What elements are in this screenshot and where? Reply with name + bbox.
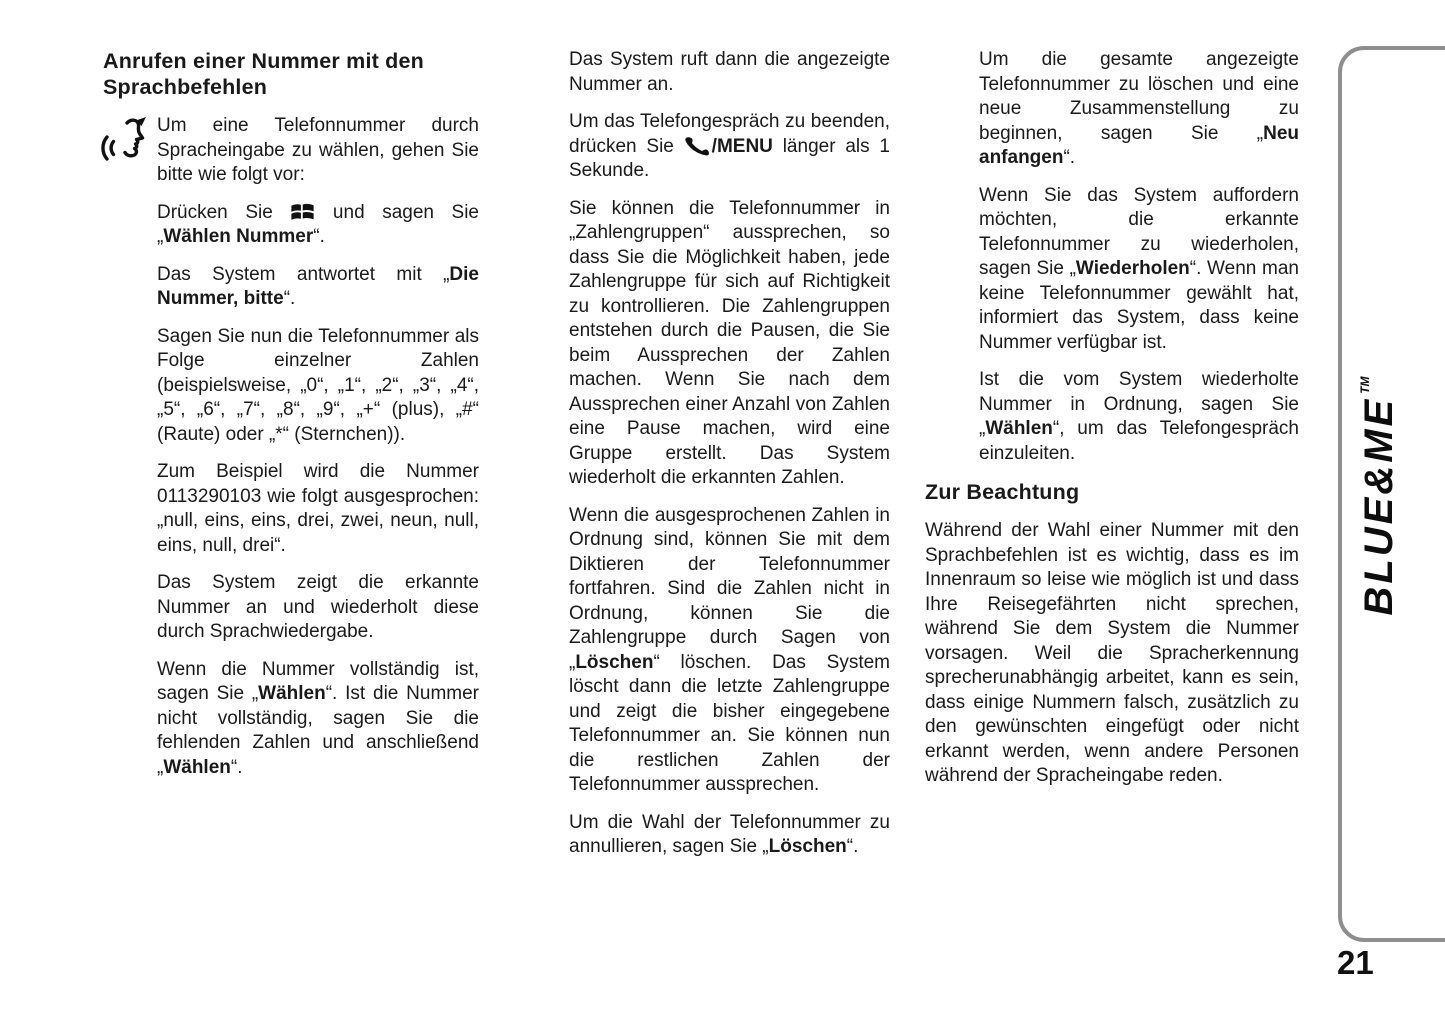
paragraph: Das System ruft dann die angezeigte Nummer an. (569, 49, 890, 95)
brand-logo (1355, 366, 1403, 626)
section-heading: Anrufen einer Nummer mit den Sprachbefehlen (103, 49, 424, 99)
paragraph: Um die gesamte angezeigte Telefonnummer zu löschen und eine neue Zusammenstellung zu beginnen, sagen Sie „Neu anfangen“. (979, 49, 1299, 168)
paragraph: Wenn Sie das System auffordern möchten, die erkannte Telefonnummer zu wiederholen, sagen Sie „Wiederholen“. Wenn man keine Telefonnummer gewählt hat, informiert das System, dass keine Nummer verfügbar ist. (979, 184, 1299, 353)
paragraph: Zum Beispiel wird die Nummer 0113290103 wie folgt ausgesprochen: „null, eins, eins, drei, zwei, neun, null, eins, null, drei“. (157, 461, 479, 556)
voice-command-term: Wählen Nummer (163, 226, 314, 247)
paragraph: Wenn die ausgesprochenen Zahlen in Ordnung sind, können Sie mit dem Diktieren der Telefonnummer fortfahren. Sind die Zahlen nicht in Ordnung, können Sie die Zahlengruppe durch Sagen von „Löschen“ löschen. Das System löscht dann die letzte Zahlengruppe und zeigt die bisher eingegebene Telefonnummer an. Sie können nun die restlichen Zahlen der Telefonnummer aussprechen. (569, 504, 890, 795)
section-heading: Zur Beachtung (925, 480, 1080, 504)
column-left (103, 48, 479, 793)
paragraph: Wenn die Nummer vollständig ist, sagen Sie „Wählen“. Ist die Nummer nicht vollständig, sagen Sie die fehlenden Zahlen und anschließend „Wählen“. (157, 658, 479, 778)
brand-text: BLUE&ME (1356, 396, 1401, 616)
voice-command-term: Wählen (163, 756, 231, 778)
windows-logo-icon (290, 201, 315, 226)
paragraph: Drücken Sie und sagen Sie „Wählen Nummer“. (157, 201, 479, 247)
paragraph: Das System zeigt die erkannte Nummer an und wiederholt diese durch Sprachwiedergabe. (157, 572, 479, 642)
voice-command-term: Die Nummer, bitte (157, 263, 479, 309)
paragraph: Das System antwortet mit „Die Nummer, bitte“. (157, 263, 479, 309)
voice-command-term: Neu anfangen (979, 122, 1299, 168)
voice-command-term: Löschen (768, 836, 847, 857)
paragraph: Um eine Telefonnummer durch Spracheingabe zu wählen, gehen Sie bitte wie folgt vor: (157, 114, 479, 188)
voice-command-term: Wählen (258, 683, 326, 704)
paragraph: Sagen Sie nun die Telefonnummer als Folge einzelner Zahlen (beispielsweise, „0“, „1“, „2“, „3“, „4“, „5“, „6“, „7“, „8“, „9“, „+“ (plus), „#“ (Raute) oder „*“ (Sternchen)). (157, 325, 479, 445)
paragraph: Ist die vom System wiederholte Nummer in Ordnung, sagen Sie „Wählen“, um das Telefongespräch einzuleiten. (979, 369, 1299, 464)
voice-command-term: Löschen (575, 651, 654, 673)
paragraph: Um die Wahl der Telefonnummer zu annullieren, sagen Sie „Löschen“. (569, 811, 890, 857)
column-right (925, 48, 1299, 802)
voice-command-term: Wählen (985, 418, 1053, 439)
voice-command-icon (100, 114, 148, 168)
phone-handset-icon (684, 135, 712, 160)
voice-command-term: /MENU (711, 135, 773, 157)
paragraph: Während der Wahl einer Nummer mit den Sprachbefehlen ist es wichtig, dass es im Innenraum so leise wie möglich ist und dass Ihre Reisegefährten nicht sprechen, während Sie dem System die Nummer vorsagen. Weil die Spracherkennung sprecherunabhängig arbeitet, kann es sein, dass einige Nummern falsch, zusätzlich zu den gewünschten eingefügt oder nicht erkannt werden, wenn andere Personen während der Spracheingabe reden. (925, 520, 1299, 786)
column-middle (569, 48, 890, 873)
paragraph: Sie können die Telefonnummer in „Zahlengruppen“ aussprechen, so dass Sie die Möglichkeit haben, jede Zahlengruppe für sich auf Richtigkeit zu kontrollieren. Die Zahlengruppen entstehen durch die Pausen, die Sie beim Aussprechen der Zahlen machen. Wenn Sie nach dem Aussprechen einer Anzahl von Zahlen eine Pause machen, wird eine Gruppe erstellt. Das System wiederholt die erkannten Zahlen. (569, 197, 890, 488)
voice-command-term: Wiederholen (1075, 258, 1190, 279)
trademark-symbol: TM (1358, 376, 1372, 394)
paragraph: Um das Telefongespräch zu beenden, drücken Sie /MENU länger als 1 Sekunde. (569, 111, 890, 181)
page-number: 21 (1337, 944, 1374, 981)
